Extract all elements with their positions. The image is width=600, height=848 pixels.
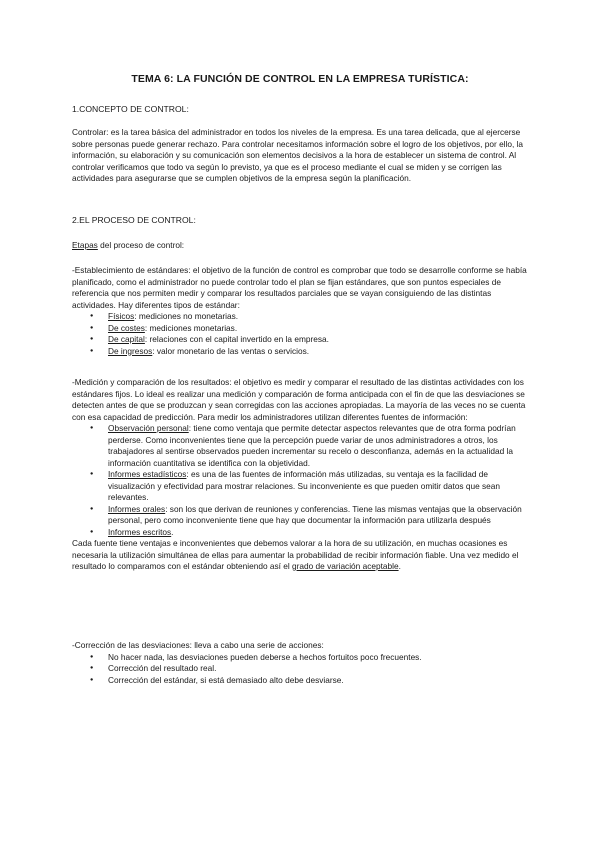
estandares-list	[72, 311, 532, 357]
list-item	[72, 469, 532, 504]
list-item: ● Corrección del resultado real.	[72, 663, 532, 675]
list-item-text: : mediciones no monetarias.	[134, 311, 239, 321]
fuentes-list	[72, 423, 532, 538]
list-item	[72, 504, 532, 527]
list-item-text: : relaciones con el capital invertido en la empresa.	[144, 334, 329, 344]
list-item: ● No hacer nada, las desviaciones pueden deberse a hechos fortuitos poco frecuentes.	[72, 652, 532, 664]
estandares-section	[72, 265, 532, 357]
list-item-label: De ingresos	[108, 345, 153, 356]
correccion-section	[72, 640, 532, 686]
list-item-label: De costes	[108, 322, 145, 333]
list-item	[72, 423, 532, 469]
grado-variacion-term: grado de variación aceptable	[292, 561, 399, 571]
list-item	[72, 323, 532, 335]
list-item-label: De capital	[108, 334, 145, 344]
list-item-label: Físicos	[108, 311, 135, 321]
list-item-text: .	[171, 526, 174, 537]
list-item	[72, 346, 532, 358]
outro-text: Cada fuente tiene ventajas e inconvenientes que debemos valorar a la hora de su utilización, en muchas ocasiones es necesaria la utilización simultánea de ellas para aumentar la probabilidad de recibir información fiable. Una vez medido el resultado lo comparamos con el estándar obteniendo así el	[72, 538, 519, 571]
medicion-section	[72, 377, 532, 573]
list-item: ● Corrección del estándar, si está demasiado alto debe desviarse.	[72, 675, 532, 687]
list-item-label: Observación personal	[108, 423, 189, 433]
section2-heading: 2.EL PROCESO DE CONTROL:	[72, 215, 196, 225]
list-item-label: Informes estadísticos	[108, 469, 187, 479]
list-item-text: : tiene como ventaja que permite detectar aspectos relevantes que de otra forma podrían perderse. Como inconvenientes tiene que la percepción puede variar de unos administradores a otros, los trabajadores al sentirse observados pueden incrementar su recelo o desconfianza, además en la actualidad la información cuantitativa se identifica con la objetividad.	[108, 423, 516, 468]
medicion-outro	[72, 538, 532, 573]
list-item	[72, 527, 532, 539]
list-item-label: Informes orales	[108, 503, 166, 514]
list-item-text: : es una de las fuentes de información más utilizadas, su ventaja es la facilidad de visualización y efectividad para mostrar relaciones. Su inconveniente es que pueden omitir datos que sean relevantes.	[108, 469, 501, 502]
section1-heading: 1.CONCEPTO DE CONTROL:	[72, 104, 189, 114]
list-item-text: : mediciones monetarias.	[144, 322, 238, 333]
list-item	[72, 311, 532, 323]
list-item	[72, 334, 532, 346]
list-item-label: Informes escritos	[108, 526, 172, 537]
outro-end: .	[398, 561, 401, 571]
acciones-list	[72, 652, 532, 687]
list-item-text: : son los que derivan de reuniones y conferencias. Tiene las mismas ventajas que la observación personal, pero como inconveniente tiene que hay que documentar la información para utilizarla después	[108, 503, 522, 525]
etapas-label: Etapas	[72, 240, 98, 250]
correccion-intro: -Corrección de las desviaciones: lleva a cabo una serie de acciones:	[72, 640, 324, 650]
list-item-text: : valor monetario de las ventas o servicios.	[152, 345, 310, 356]
estandares-intro: -Establecimiento de estándares: el objetivo de la función de control es comprobar que todo se desarrolle conforme se había planificado, como el administrador no puede controlar todo el plan se fijan estándares, que son puntos especiales de referencia que nos permiten medir y comparar los resultados parciales que se vayan consiguiendo de las distintas actividades. Hay diferentes tipos de estándar:	[72, 265, 527, 310]
section1-paragraph: Controlar: es la tarea básica del administrador en todos los niveles de la empresa. Es una tarea delicada, que al ejercerse sobre personas puede generar rechazo. Para controlar necesitamos información sobre el logro de los objetivos, por ello, la información, su elaboración y su comunicación son elementos decisivos a la hora de establecer un sistema de control. Al controlar verificamos que todo va según lo previsto, ya que es el proceso mediante el cual se miden y se corrigen las actividades para asegurarse que se cumplen objetivos de la empresa según la planificación.	[72, 127, 524, 183]
etapas-line	[72, 240, 532, 252]
etapas-rest: del proceso de control:	[97, 240, 185, 250]
page-title: TEMA 6: LA FUNCIÓN DE CONTROL EN LA EMPRESA TURÍSTICA:	[131, 73, 469, 85]
medicion-intro: -Medición y comparación de los resultados: el objetivo es medir y comparar el resultado de las distintas actividades con los estándares fijos. Lo ideal es realizar una medición y comparación de forma anticipada con el fin de que las desviaciones se detecten antes de que se produzcan y sean corregidas con las acciones apropiadas. La mayoría de las veces no se cuenta con esa capacidad de predicción. Para medir los administradores utilizan diferentes fuentes de información:	[72, 377, 526, 422]
